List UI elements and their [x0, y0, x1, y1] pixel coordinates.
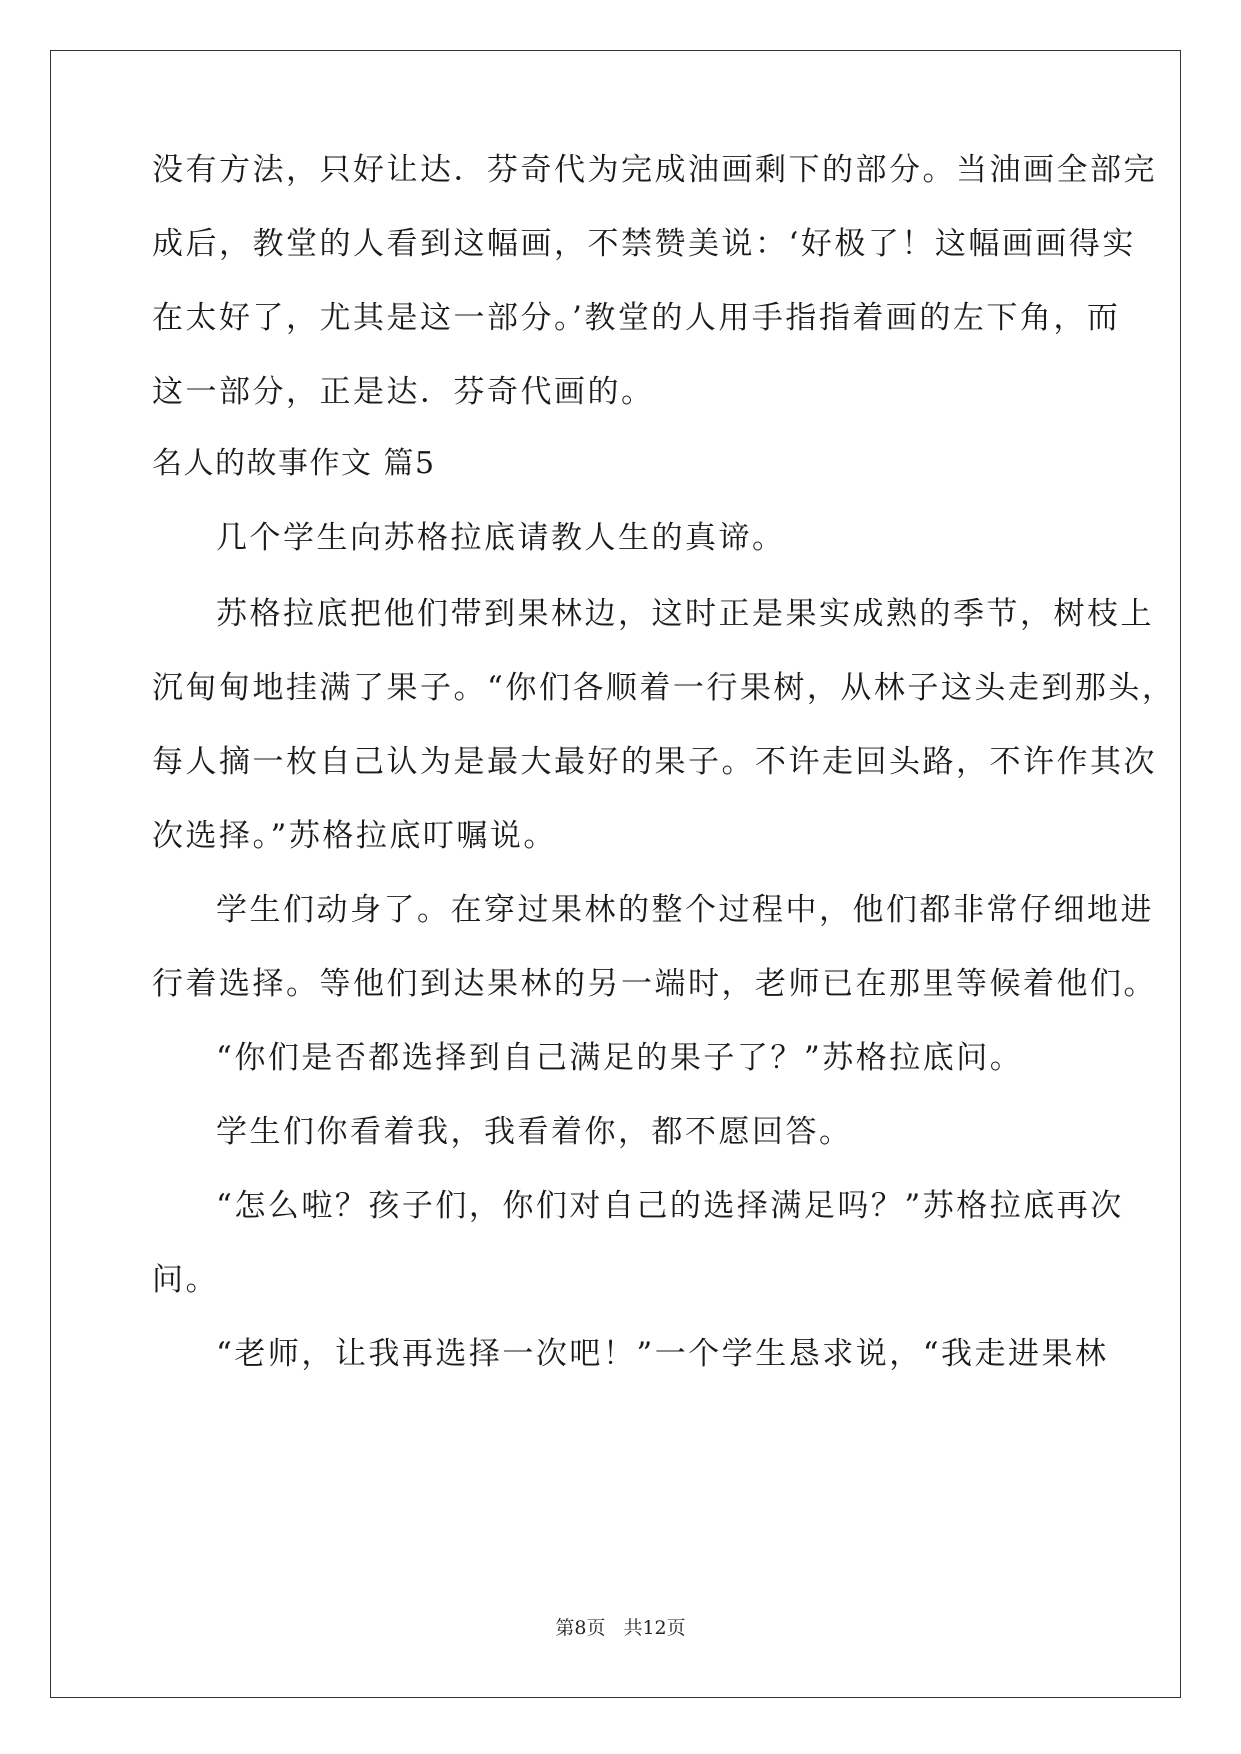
text-line: “老师，让我再选择一次吧！”一个学生恳求说，“我走进果林: [216, 1336, 1109, 1372]
text-line: “你们是否都选择到自己满足的果子了？”苏格拉底问。: [216, 1040, 1024, 1076]
text-line: 次选择。”苏格拉底叮嘱说。: [152, 818, 557, 854]
text-line: 这一部分，正是达．芬奇代画的。: [152, 374, 655, 410]
section-heading: 名人的故事作文 篇5: [152, 446, 436, 481]
text-line: 苏格拉底把他们带到果林边，这时正是果实成熟的季节，树枝上: [216, 596, 1154, 632]
text-line: 学生们动身了。在穿过果林的整个过程中，他们都非常仔细地进: [216, 892, 1154, 928]
text-line: 学生们你看着我，我看着你，都不愿回答。: [216, 1114, 853, 1150]
text-line: 几个学生向苏格拉底请教人生的真谛。: [216, 520, 786, 556]
text-line: 成后，教堂的人看到这幅画，不禁赞美说：‘好极了！这幅画画得实: [152, 226, 1136, 262]
text-line: 行着选择。等他们到达果林的另一端时，老师已在那里等候着他们。: [152, 966, 1157, 1002]
page-footer: [0, 1616, 1241, 1640]
text-line: 没有方法，只好让达．芬奇代为完成油画剩下的部分。当油画全部完: [152, 152, 1157, 188]
text-line: 在太好了，尤其是这一部分。’教堂的人用手指指着画的左下角，而: [152, 300, 1121, 336]
text-line: “怎么啦？孩子们，你们对自己的选择满足吗？”苏格拉底再次: [216, 1188, 1124, 1224]
text-line: 沉甸甸地挂满了果子。“你们各顺着一行果树，从林子这头走到那头，: [152, 670, 1176, 706]
text-line: 每人摘一枚自己认为是最大最好的果子。不许走回头路，不许作其次: [152, 744, 1157, 780]
page-total: 共12页: [623, 1617, 686, 1639]
page-number: 第8页: [555, 1617, 606, 1639]
text-line: 问。: [152, 1262, 219, 1298]
